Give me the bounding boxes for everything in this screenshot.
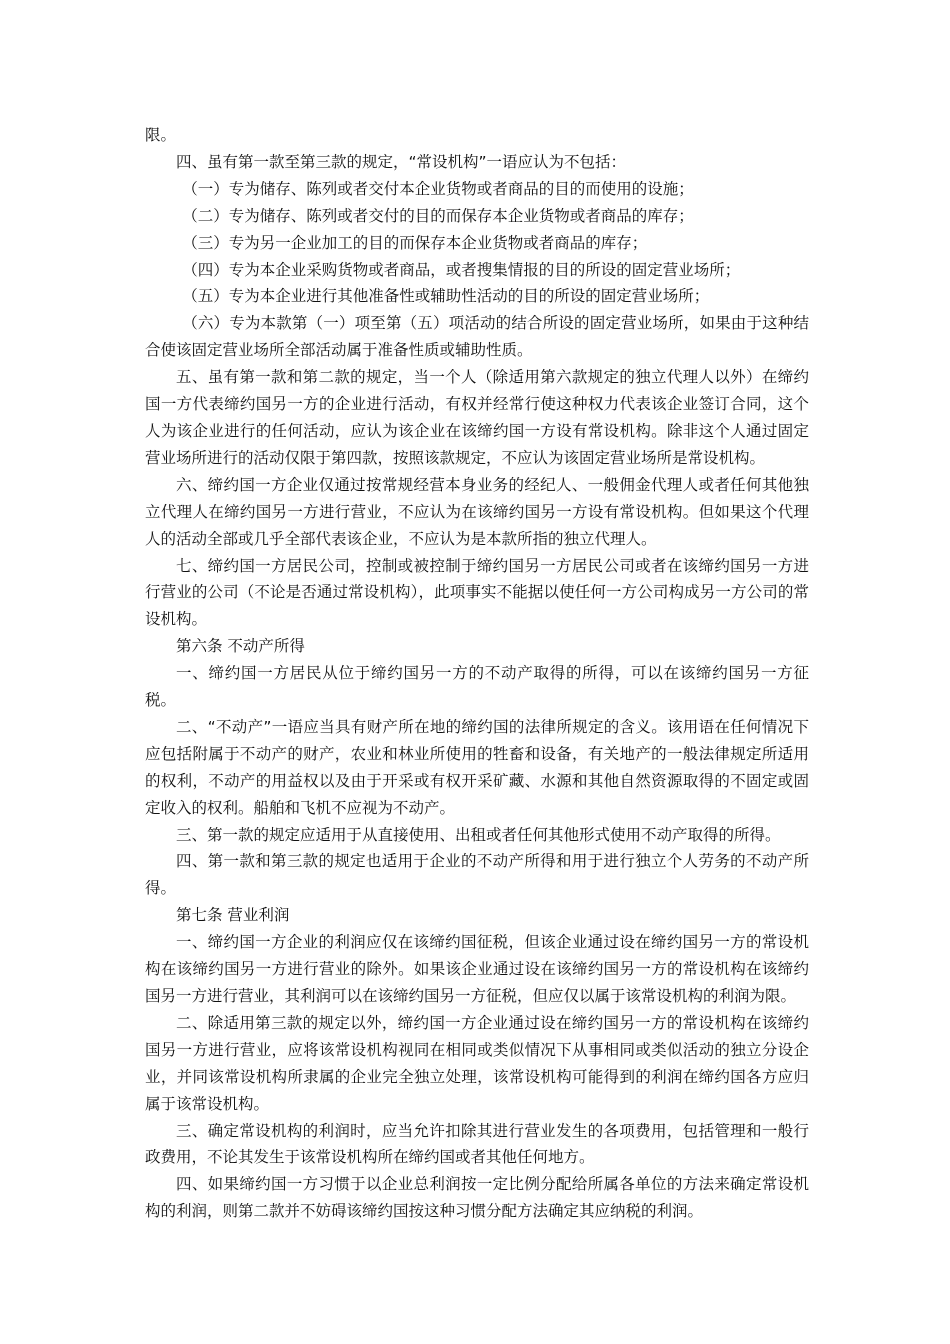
article-heading-7: 第七条 营业利润 (176, 906, 290, 925)
list-item-6: （六）专为本款第（一）项至第（五）项活动的结合所设的固定营业场所，如果由于这种结合使该固定营业场所全部活动属于准备性质或辅助性质。 (145, 314, 809, 360)
paragraph-clause-7: 七、缔约国一方居民公司，控制或被控制于缔约国另一方居民公司或者在该缔约国另一方进行营业的公司（不论是否通过常设机构），此项事实不能据以使任何一方公司构成另一方公司的常设机构。 (145, 556, 809, 629)
paragraph-art6-clause-1: 一、缔约国一方居民从位于缔约国另一方的不动产取得的所得，可以在该缔约国另一方征税。 (145, 664, 809, 710)
list-item-5: （五）专为本企业进行其他准备性或辅助性活动的目的所设的固定营业场所； (182, 287, 710, 306)
article-heading-6: 第六条 不动产所得 (176, 637, 305, 656)
list-item-2: （二）专为储存、陈列或者交付的目的而保存本企业货物或者商品的库存； (182, 206, 694, 225)
paragraph-art7-clause-4: 四、如果缔约国一方习惯于以企业总利润按一定比例分配给所属各单位的方法来确定常设机构的利润，则第二款并不妨碍该缔约国按这种习惯分配方法确定其应纳税的利润。 (145, 1175, 809, 1221)
list-item-4: （四）专为本企业采购货物或者商品，或者搜集情报的目的所设的固定营业场所； (182, 260, 741, 279)
paragraph-art6-clause-2: 二、“不动产”一语应当具有财产所在地的缔约国的法律所规定的含义。该用语在任何情况下应包括附属于不动产的财产，农业和林业所使用的牲畜和设备，有关地产的一般法律规定所适用的权利，不动产的用益权以及由于开采或有权开采矿藏、水源和其他自然资源取得的不固定或固定收入的权利。船舶和飞机不应视为不动产。 (145, 717, 809, 817)
paragraph-continuation: 限。 (145, 126, 177, 144)
document-body (145, 122, 809, 1225)
paragraph-clause-6: 六、缔约国一方企业仅通过按常规经营本身业务的经纪人、一般佣金代理人或者任何其他独立代理人在缔约国另一方进行营业，不应认为在该缔约国另一方设有常设机构。但如果这个代理人的活动全部或几乎全部代表该企业，不应认为是本款所指的独立代理人。 (145, 475, 809, 548)
list-item-3: （三）专为另一企业加工的目的而保存本企业货物或者商品的库存； (182, 233, 648, 252)
paragraph-art7-clause-2: 二、除适用第三款的规定以外，缔约国一方企业通过设在缔约国另一方的常设机构在该缔约国另一方进行营业，应将该常设机构视同在相同或类似情况下从事相同或类似活动的独立分设企业，并同该常设机构所隶属的企业完全独立处理，该常设机构可能得到的利润在缔约国各方应归属于该常设机构。 (145, 1013, 809, 1113)
paragraph-art6-clause-3: 三、第一款的规定应适用于从直接使用、出租或者任何其他形式使用不动产取得的所得。 (176, 825, 781, 844)
list-item-1: （一）专为储存、陈列或者交付本企业货物或者商品的目的而使用的设施； (182, 179, 694, 198)
paragraph-art6-clause-4: 四、第一款和第三款的规定也适用于企业的不动产所得和用于进行独立个人劳务的不动产所得。 (145, 852, 809, 898)
paragraph-art7-clause-3: 三、确定常设机构的利润时，应当允许扣除其进行营业发生的各项费用，包括管理和一般行政费用，不论其发生于该常设机构所在缔约国或者其他任何地方。 (145, 1121, 809, 1167)
paragraph-clause-5: 五、虽有第一款和第二款的规定，当一个人（除适用第六款规定的独立代理人以外）在缔约国一方代表缔约国另一方的企业进行活动，有权并经常行使这种权力代表该企业签订合同，这个人为该企业进行的任何活动，应认为该企业在该缔约国一方设有常设机构。除非这个人通过固定营业场所进行的活动仅限于第四款，按照该款规定，不应认为该固定营业场所是常设机构。 (145, 368, 809, 467)
paragraph-art7-clause-1: 一、缔约国一方企业的利润应仅在该缔约国征税，但该企业通过设在缔约国另一方的常设机构在该缔约国另一方进行营业的除外。如果该企业通过设在该缔约国另一方的常设机构在该缔约国另一方进行营业，其利润可以在该缔约国另一方征税，但应仅以属于该常设机构的利润为限。 (145, 933, 809, 1005)
paragraph-clause-4: 四、虽有第一款至第三款的规定，“常设机构”一语应认为不包括： (176, 152, 627, 171)
